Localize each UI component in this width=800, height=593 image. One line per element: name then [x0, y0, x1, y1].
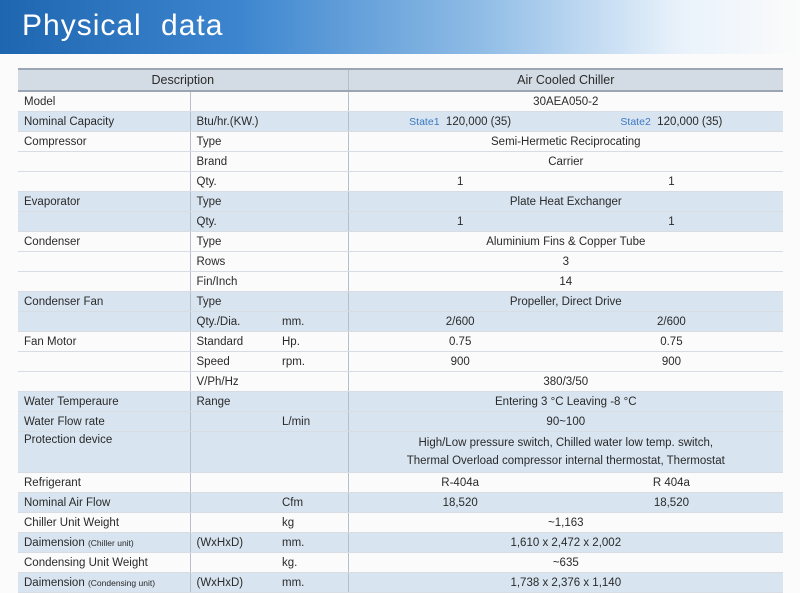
unit-label: mm. [276, 312, 348, 332]
table-row-water-flow [18, 412, 783, 432]
row-label: Model [18, 91, 190, 112]
table-header-row [18, 69, 783, 91]
table-row-chiller-dim [18, 533, 783, 553]
table-row-capacity [18, 112, 783, 132]
value: 1,610 x 2,472 x 2,002 [348, 533, 783, 553]
table-row-condenser-fin [18, 272, 783, 292]
value: Semi-Hermetic Reciprocating [348, 132, 783, 152]
sub-label: Qty. [190, 212, 348, 232]
row-label: Nominal Air Flow [18, 493, 190, 513]
value: 900 [661, 355, 681, 368]
value: ~1,163 [348, 513, 783, 533]
value: 1 [668, 175, 675, 188]
unit-label: mm. [276, 573, 348, 593]
value: Carrier [348, 152, 783, 172]
table-row-condenser-rows [18, 252, 783, 272]
state1-value: 120,000 (35) [445, 115, 512, 128]
table-row-protection [18, 432, 783, 473]
sub-label: (WxHxD) [190, 533, 276, 553]
table-row-condenser-fan-type [18, 292, 783, 312]
dim-sub-label: (Condensing unit) [87, 577, 156, 588]
value: Plate Heat Exchanger [348, 192, 783, 212]
dim-label: Daimension [24, 536, 85, 549]
value: R-404a [441, 476, 480, 489]
value: 2/600 [657, 315, 686, 328]
dim-sub-label: (Chiller unit) [87, 537, 134, 548]
table-row-condenser-type [18, 232, 783, 252]
sub-label: Range [190, 392, 348, 412]
col-product-header: Air Cooled Chiller [348, 69, 783, 91]
sub-label: Brand [190, 152, 348, 172]
sub-label: Speed [190, 352, 276, 372]
table-row-chiller-weight [18, 513, 783, 533]
row-label: Condensing Unit Weight [18, 553, 190, 573]
table-row-evaporator-qty [18, 212, 783, 232]
row-label: Water Temperaure [18, 392, 190, 412]
protection-line-2: Thermal Overload compressor internal thermostat, Thermostat [406, 455, 725, 467]
sub-label: Qty. [190, 172, 348, 192]
sub-label: Qty./Dia. [190, 312, 276, 332]
value: 900 [450, 355, 470, 368]
value: ~635 [348, 553, 783, 573]
value: R 404a [652, 476, 690, 489]
value: 0.75 [660, 335, 683, 348]
value: 18,520 [442, 496, 478, 509]
table-row-compressor-brand [18, 152, 783, 172]
value: 380/3/50 [348, 372, 783, 392]
row-label: Compressor [18, 132, 190, 152]
row-label: Nominal Capacity [18, 112, 190, 132]
value: 1 [456, 175, 464, 188]
unit-label: L/min [276, 412, 348, 432]
value: Propeller, Direct Drive [348, 292, 783, 312]
value: Entering 3 °C Leaving -8 °C [348, 392, 783, 412]
row-label [18, 573, 190, 593]
value: 1 [668, 215, 675, 228]
table-row-fan-motor-speed [18, 352, 783, 372]
sub-label: Type [190, 232, 348, 252]
row-label: Fan Motor [18, 332, 190, 352]
sub-label: (WxHxD) [190, 573, 276, 593]
table-row-evaporator-type [18, 192, 783, 212]
row-label [18, 533, 190, 553]
value: 18,520 [653, 496, 689, 509]
value: Aluminium Fins & Copper Tube [348, 232, 783, 252]
unit-label: mm. [276, 533, 348, 553]
state2-label: State2 [620, 115, 651, 128]
sub-label: Type [190, 132, 348, 152]
table-row-condenser-fan-qty [18, 312, 783, 332]
row-label: Water Flow rate [18, 412, 190, 432]
value: 3 [348, 252, 783, 272]
table-row-airflow [18, 493, 783, 513]
unit-label: Cfm [276, 493, 348, 513]
state2-value: 120,000 (35) [657, 115, 723, 128]
physical-data-table [18, 68, 783, 593]
unit-label: Hp. [276, 332, 348, 352]
table-row-compressor-type [18, 132, 783, 152]
row-label: Condenser Fan [18, 292, 190, 312]
value: 2/600 [445, 315, 475, 328]
protection-line-1: High/Low pressure switch, Chilled water low temp. switch, [418, 437, 714, 449]
page-title: Physical data [22, 9, 224, 42]
dim-label: Daimension [24, 576, 85, 589]
col-description-header: Description [18, 69, 348, 91]
unit-label: kg [276, 513, 348, 533]
row-label: Refrigerant [18, 473, 190, 493]
row-label: Evaporator [18, 192, 190, 212]
sub-label: Type [190, 192, 348, 212]
row-label: Chiller Unit Weight [18, 513, 190, 533]
sub-label: Fin/Inch [190, 272, 348, 292]
state1-label: State1 [409, 115, 440, 128]
header-banner [0, 0, 800, 54]
table-row-water-temp [18, 392, 783, 412]
table-row-fan-motor-standard [18, 332, 783, 352]
sub-label: Rows [190, 252, 348, 272]
unit-label: Btu/hr.(KW.) [190, 112, 348, 132]
table-row-refrigerant [18, 473, 783, 493]
value: 90~100 [348, 412, 783, 432]
value: 1 [456, 215, 464, 228]
row-label: Protection device [18, 432, 190, 473]
sub-label: V/Ph/Hz [190, 372, 348, 392]
value: 1,738 x 2,376 x 1,140 [348, 573, 783, 593]
sub-label: Type [190, 292, 348, 312]
value: 0.75 [448, 335, 472, 348]
row-label: Condenser [18, 232, 190, 252]
unit-label: rpm. [276, 352, 348, 372]
model-value: 30AEA050-2 [348, 91, 783, 112]
table-row-model [18, 91, 783, 112]
sub-label: Standard [190, 332, 276, 352]
table-row-fan-motor-vph [18, 372, 783, 392]
table-row-compressor-qty [18, 172, 783, 192]
value: 14 [348, 272, 783, 292]
table-row-condensing-dim [18, 573, 783, 593]
table-row-condensing-weight [18, 553, 783, 573]
unit-label: kg. [276, 553, 348, 573]
